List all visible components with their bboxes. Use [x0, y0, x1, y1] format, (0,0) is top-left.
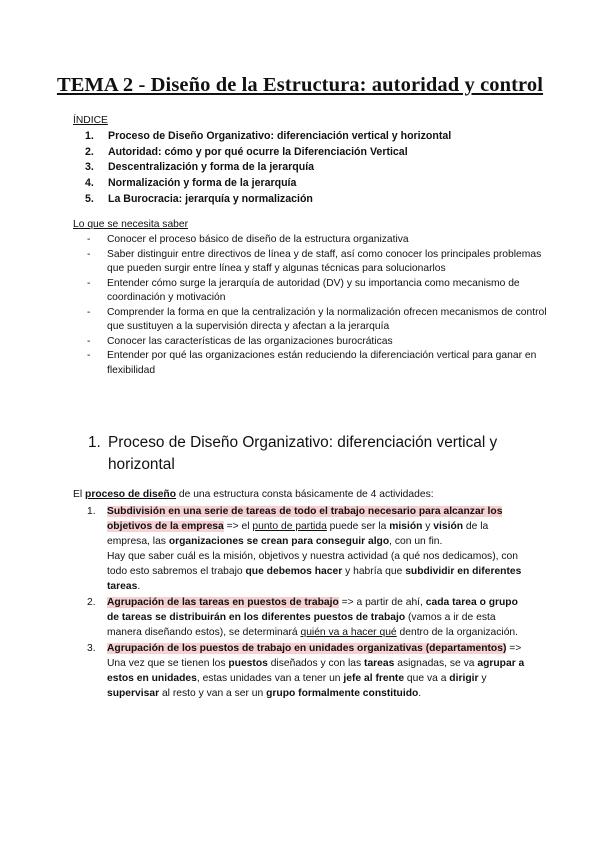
- section-intro: El proceso de diseño de una estructura consta básicamente de 4 actividades:: [73, 489, 434, 500]
- index-list: [85, 129, 451, 208]
- list-item: - Comprender la forma en que la centralización y la normalización ofrecen mecanismos de control que sustituyen a la supervisión directa y afectan a la jerarquía: [87, 306, 547, 332]
- step-item: 3. Agrupación de los puestos de trabajo en unidades organizativas (departamentos) => Una vez que se tienen los puestos diseñados y con las tareas asignadas, se va agrupar a estos en unidades, estas unidades van a tener un jefe al frente que va a dirigir y supervisar al resto y van a ser un grupo formalmente constituido.: [87, 643, 525, 699]
- list-item: - Saber distinguir entre directivos de línea y de staff, así como conocer los principales problemas que pueden surgir entre línea y staff y algunas técnicas para solucionarlos: [87, 248, 542, 274]
- index-heading: ÍNDICE: [73, 115, 108, 126]
- steps-list: [87, 504, 527, 702]
- needs-list: [87, 233, 547, 378]
- index-item: 5. La Burocracia: jerarquía y normalización: [85, 192, 313, 205]
- index-item: 3. Descentralización y forma de la jerarquía: [85, 161, 315, 174]
- index-item: 4. Normalización y forma de la jerarquía: [85, 177, 297, 190]
- list-item: - Entender por qué las organizaciones están reduciendo la diferenciación vertical para ganar en flexibilidad: [87, 350, 537, 376]
- step-item: 1. Subdivisión en una serie de tareas de todo el trabajo necesario para alcanzar los objetivos de la empresa => el punto de partida puede ser la misión y visión de la empresa, las organizaciones se crean para conseguir algo, con un fin. Hay que saber cuál es la misión, objetivos y nuestra actividad (a qué nos dedicamos), con todo esto sabremos el trabajo que debemos hacer y habría que subdividir en diferentes tareas.: [87, 506, 522, 592]
- needs-heading: Lo que se necesita saber: [73, 219, 189, 230]
- page-title: TEMA 2 - Diseño de la Estructura: autoridad y control: [56, 74, 544, 96]
- step-item: 2. Agrupación de las tareas en puestos de trabajo => a partir de ahí, cada tarea o grupo de tareas se distribuirán en los diferentes puestos de trabajo (vamos a ir de esta manera diseñando estos), se determinará quién va a hacer qué dentro de la organización.: [87, 597, 519, 638]
- index-item: 2. Autoridad: cómo y por qué ocurre la Diferenciación Vertical: [85, 145, 408, 158]
- section-heading: 1. Proceso de Diseño Organizativo: diferenciación vertical y horizontal: [88, 434, 498, 473]
- index-item: 1. Proceso de Diseño Organizativo: diferenciación vertical y horizontal: [85, 130, 452, 142]
- list-item: - Entender cómo surge la jerarquía de autoridad (DV) y su importancia como mecanismo de coordinación y motivación: [87, 277, 520, 303]
- list-item: - Conocer el proceso básico de diseño de la estructura organizativa: [87, 234, 409, 245]
- list-item: - Conocer las características de las organizaciones burocráticas: [87, 335, 393, 347]
